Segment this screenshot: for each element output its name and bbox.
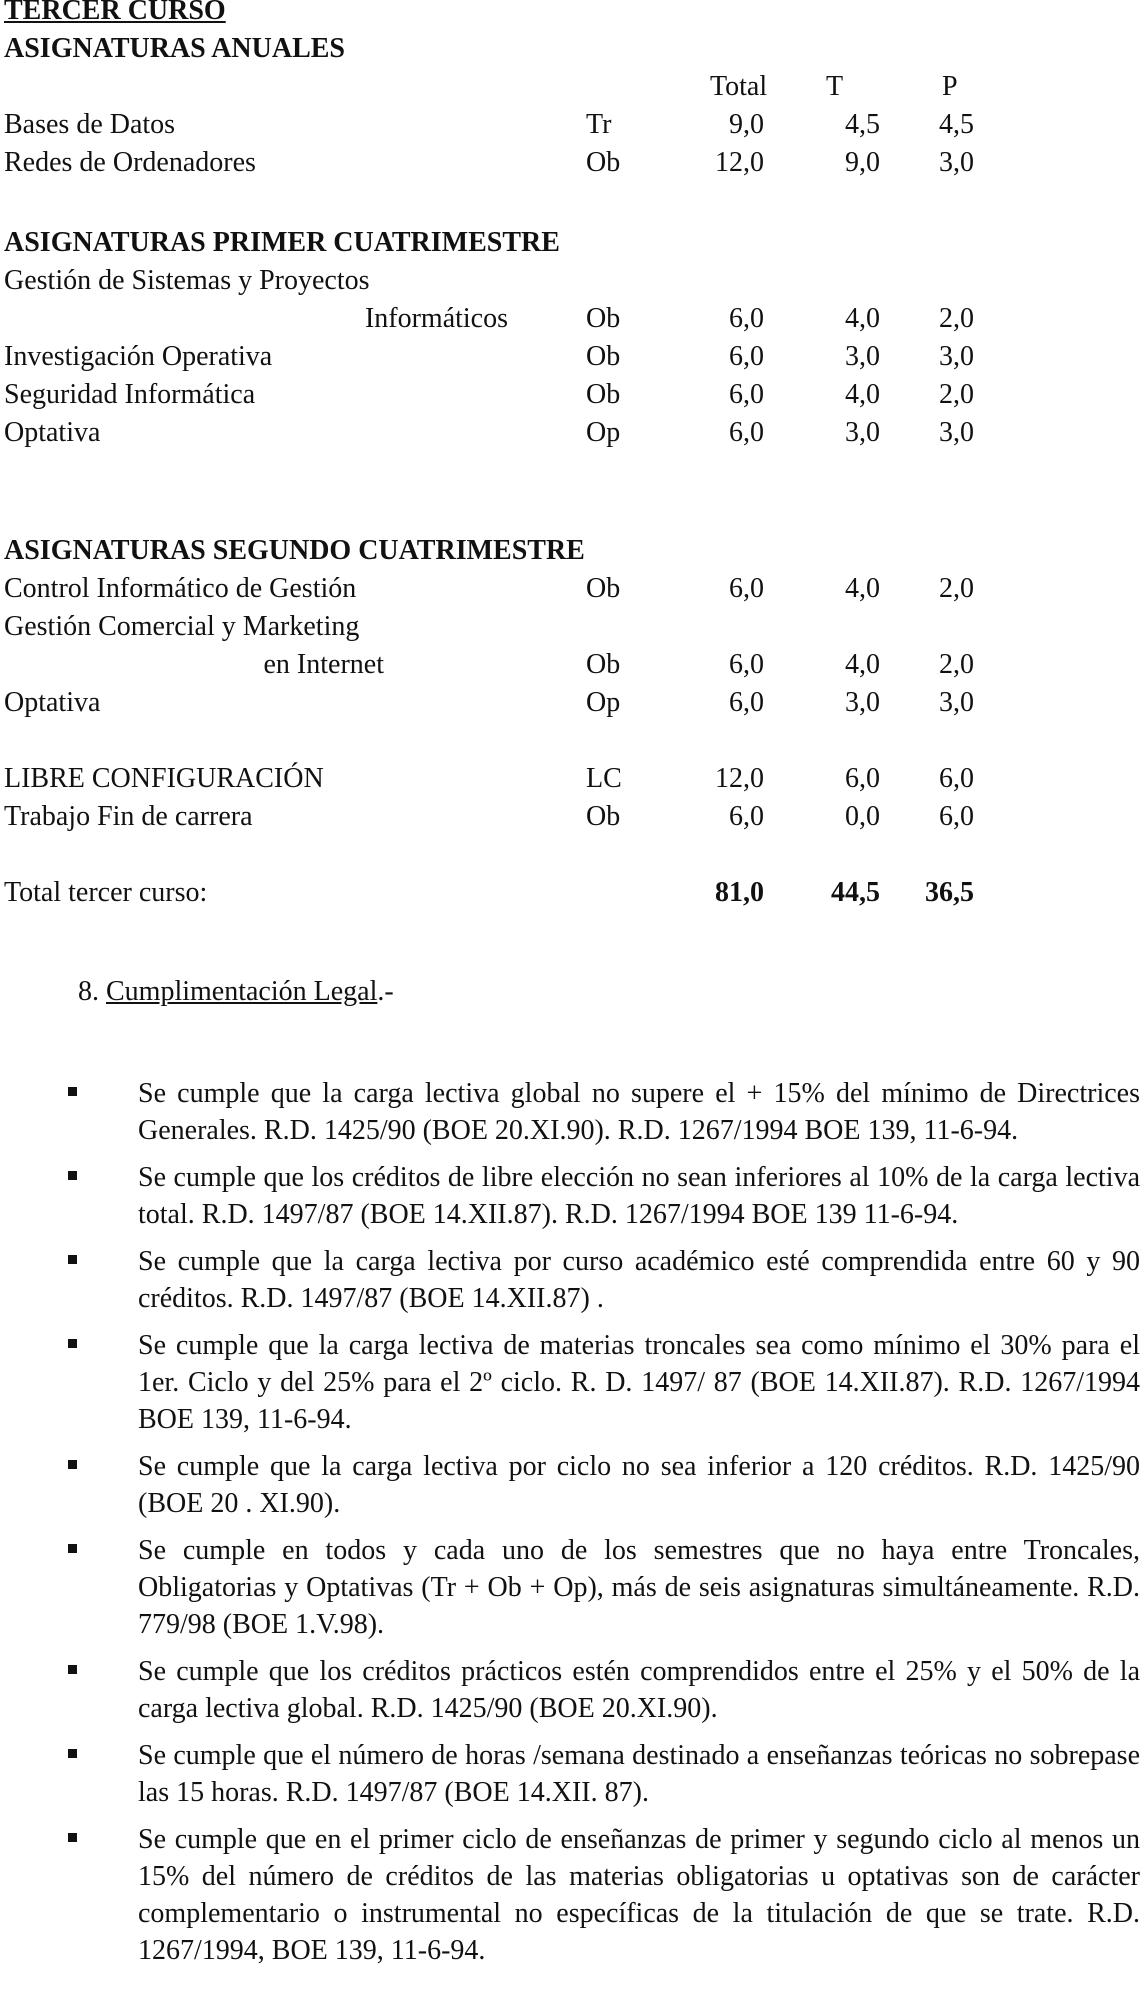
subject-t: 4,5 [845,109,880,140]
list-item-text: Se cumple que la carga lectiva global no supere el + 15% del mínimo de Directrices Generales. R.D. 1425/90 (BOE 20.XI.90). R.D. 1267/1994 BOE 139, 11-6-94. [138,1078,1140,1146]
subject-name: Gestión de Sistemas y Proyectos [4,265,370,296]
bullet-marker-icon [68,1460,77,1469]
total-row [4,874,1144,912]
subject-name-continued: en Internet [263,649,384,680]
subject-name: Redes de Ordenadores [4,147,256,178]
subject-total: 6,0 [729,303,764,334]
subject-total: 12,0 [715,763,764,794]
total-t: 44,5 [831,877,880,908]
list-item [138,1821,1140,1969]
total-credits: 81,0 [715,877,764,908]
subject-total: 6,0 [729,687,764,718]
subject-t: 4,0 [845,379,880,410]
subject-total: 6,0 [729,417,764,448]
list-item [138,1737,1140,1811]
list-item-text: Se cumple que los créditos prácticos estén comprendidos entre el 25% y el 50% de la carga lectiva global. R.D. 1425/90 (BOE 20.XI.90). [138,1656,1140,1724]
bullet-marker-icon [68,1255,77,1264]
table-row [4,300,1144,338]
subject-p: 2,0 [939,649,974,680]
subject-p: 2,0 [939,303,974,334]
subject-p: 4,5 [939,109,974,140]
subject-type: Tr [586,109,612,140]
table-row [4,684,1144,722]
section-title: Cumplimentación Legal [106,976,378,1007]
column-headers [4,68,1144,106]
subject-name: Investigación Operativa [4,341,273,372]
subject-t: 9,0 [845,147,880,178]
subject-p: 2,0 [939,573,974,604]
bullet-marker-icon [68,1833,77,1842]
subject-name: Optativa [4,687,101,718]
subject-total: 12,0 [715,147,764,178]
list-item-text: Se cumple en todos y cada uno de los semestres que no haya entre Troncales, Obligatorias y Optativas (Tr + Ob + Op), más de seis asignaturas simultáneamente. R.D. 779/98 (BOE 1.V.98). [138,1535,1140,1640]
subject-total: 6,0 [729,573,764,604]
subject-p: 3,0 [939,417,974,448]
subject-name: Seguridad Informática [4,379,256,410]
subject-type: Ob [586,573,621,604]
subject-t: 3,0 [845,341,880,372]
subject-type: Ob [586,147,621,178]
annual-heading: ASIGNATURAS ANUALES [4,33,346,64]
subject-type: Ob [586,303,621,334]
section-heading [78,973,394,1011]
subject-name: Control Informático de Gestión [4,573,357,604]
subject-total: 6,0 [729,649,764,680]
subject-p: 3,0 [939,341,974,372]
list-item [138,1532,1140,1643]
table-row [4,760,1144,798]
subject-total: 6,0 [729,801,764,832]
list-item [138,1653,1140,1727]
subject-t: 4,0 [845,649,880,680]
table-row [4,570,1144,608]
list-item [138,1448,1140,1522]
subject-type: Ob [586,649,621,680]
table-row [4,608,1144,646]
first-semester-heading: ASIGNATURAS PRIMER CUATRIMESTRE [4,227,560,258]
header-t: T [826,71,844,102]
bullet-marker-icon [68,1749,77,1758]
subject-t: 3,0 [845,687,880,718]
header-total: Total [710,71,768,102]
subject-p: 6,0 [939,801,974,832]
subject-t: 3,0 [845,417,880,448]
subject-name: LIBRE CONFIGURACIÓN [4,763,324,794]
table-row [4,106,1144,144]
subject-name: Gestión Comercial y Marketing [4,611,360,642]
second-semester-heading: ASIGNATURAS SEGUNDO CUATRIMESTRE [4,535,585,566]
subject-type: Ob [586,341,621,372]
table-row [4,376,1144,414]
table-row [4,144,1144,182]
section-number: 8. [78,976,106,1007]
bullet-marker-icon [68,1544,77,1553]
subject-type: Op [586,687,621,718]
subject-t: 4,0 [845,303,880,334]
subject-t: 0,0 [845,801,880,832]
list-item-text: Se cumple que la carga lectiva de materias troncales sea como mínimo el 30% para el 1er. Ciclo y del 25% para el 2º ciclo. R. D. 1497/ 87 (BOE 14.XII.87). R.D. 1267/1994 BOE 139, 11-6-94. [138,1330,1140,1435]
list-item [138,1159,1140,1233]
subject-p: 6,0 [939,763,974,794]
subject-type: Ob [586,801,621,832]
table-row [4,798,1144,836]
subject-type: LC [586,763,622,794]
total-p: 36,5 [925,877,974,908]
subject-name: Trabajo Fin de carrera [4,801,253,832]
list-item-text: Se cumple que el número de horas /semana destinado a enseñanzas teóricas no sobrepase las 15 horas. R.D. 1497/87 (BOE 14.XII. 87). [138,1740,1140,1808]
subject-t: 4,0 [845,573,880,604]
subject-t: 6,0 [845,763,880,794]
list-item-text: Se cumple que en el primer ciclo de enseñanzas de primer y segundo ciclo al menos un 15% del número de créditos de las materias obligatorias u optativas son de carácter complementario o instrumental no específicas de la titulación de que se trate. R.D. 1267/1994, BOE 139, 11-6-94. [138,1824,1140,1966]
list-item-text: Se cumple que la carga lectiva por curso académico esté comprendida entre 60 y 90 créditos. R.D. 1497/87 (BOE 14.XII.87) . [138,1246,1140,1314]
subject-type: Op [586,417,621,448]
table-row [4,646,1144,684]
bullet-marker-icon [68,1171,77,1180]
table-row [4,262,1144,300]
subject-p: 3,0 [939,147,974,178]
list-item-text: Se cumple que los créditos de libre elección no sean inferiores al 10% de la carga lectiva total. R.D. 1497/87 (BOE 14.XII.87). R.D. 1267/1994 BOE 139 11-6-94. [138,1162,1140,1230]
bullet-marker-icon [68,1087,77,1096]
course-title: TERCER CURSO [4,0,226,26]
subject-type: Ob [586,379,621,410]
list-item-text: Se cumple que la carga lectiva por ciclo no sea inferior a 120 créditos. R.D. 1425/90 (BOE 20 . XI.90). [138,1451,1140,1519]
list-item [138,1075,1140,1149]
bullet-marker-icon [68,1665,77,1674]
table-row [4,414,1144,452]
section-suffix: .- [377,976,394,1007]
subject-name: Bases de Datos [4,109,176,140]
total-label: Total tercer curso: [4,877,208,908]
subject-name: Optativa [4,417,101,448]
subject-name-continued: Informáticos [364,303,508,334]
subject-total: 9,0 [729,109,764,140]
bullet-list [0,1075,1148,1979]
subject-total: 6,0 [729,341,764,372]
list-item [138,1243,1140,1317]
bullet-marker-icon [68,1339,77,1348]
list-item [138,1327,1140,1438]
header-p: P [942,71,958,102]
subject-p: 2,0 [939,379,974,410]
subject-total: 6,0 [729,379,764,410]
subject-p: 3,0 [939,687,974,718]
table-row [4,338,1144,376]
